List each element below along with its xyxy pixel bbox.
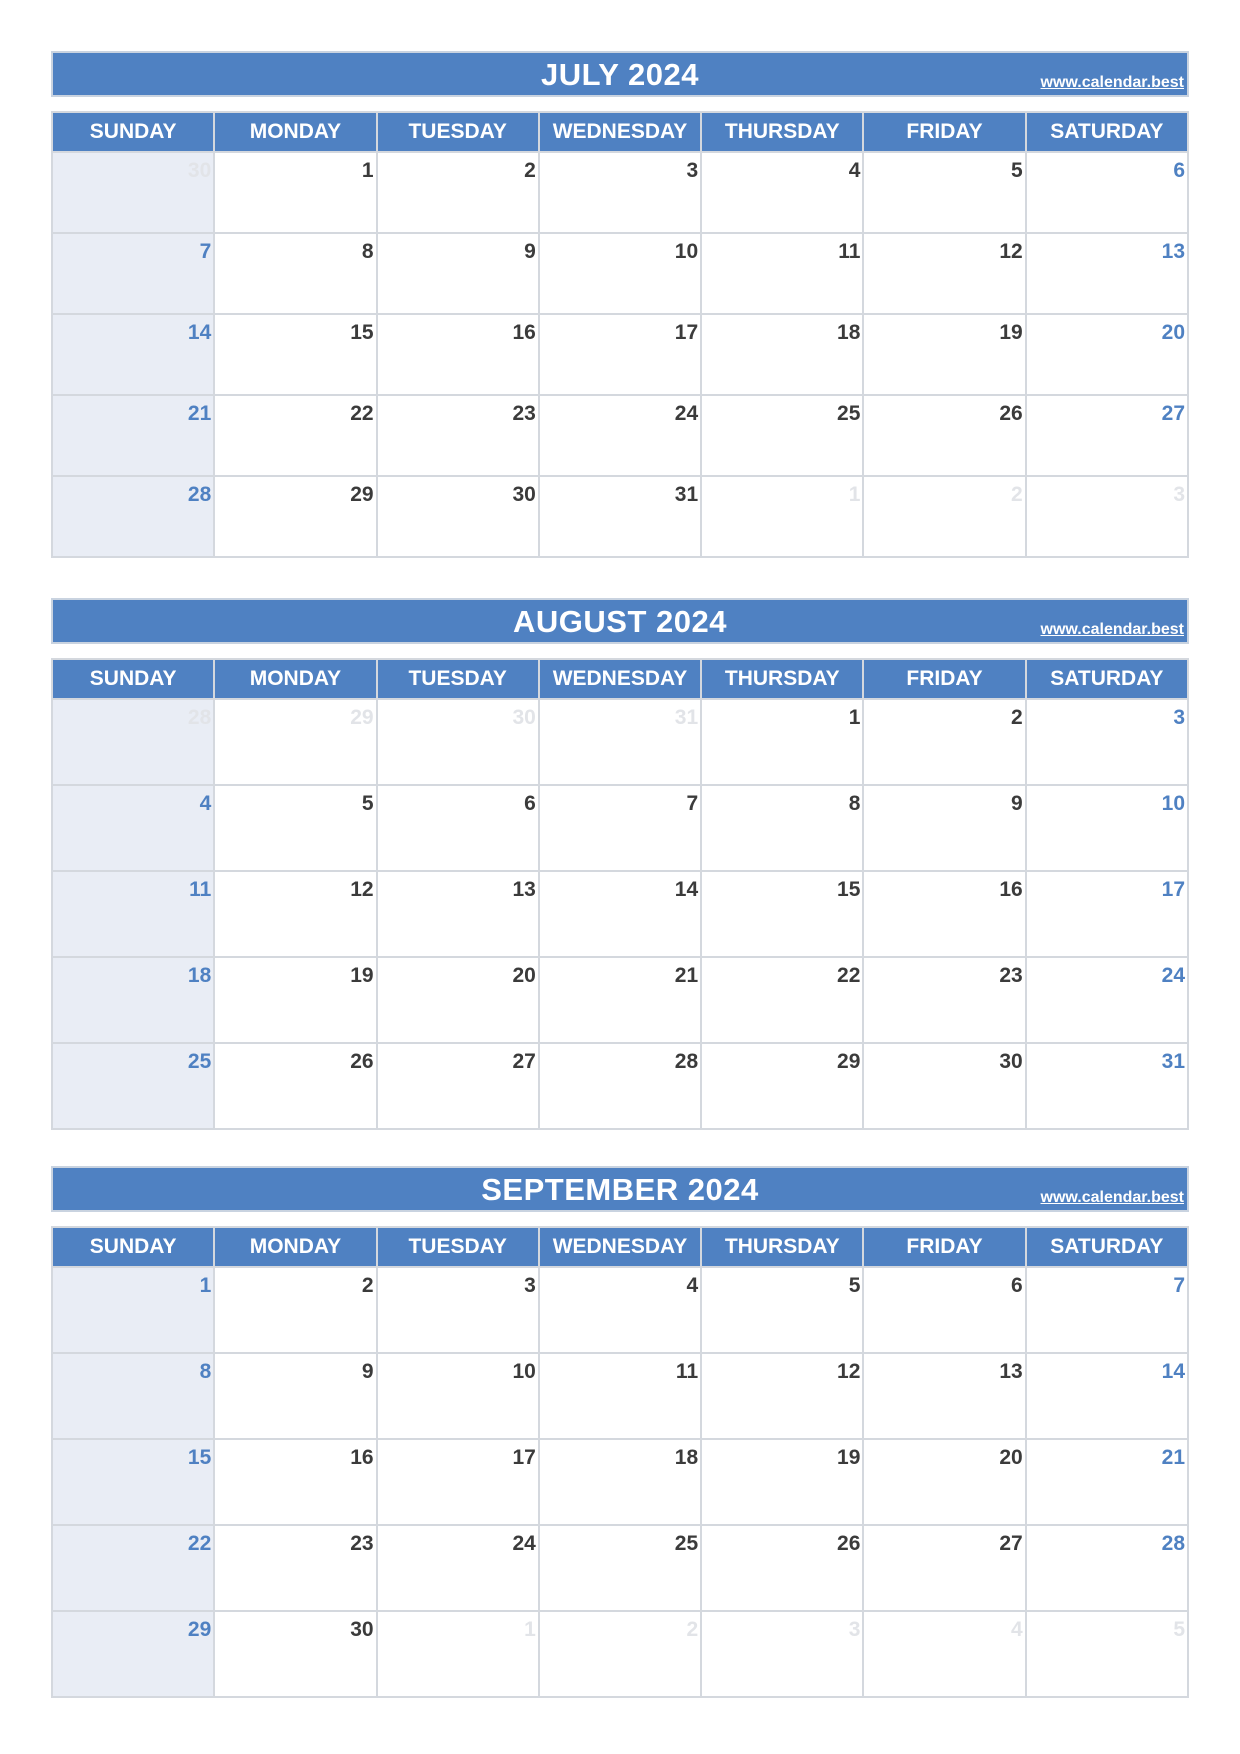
week-row (52, 395, 1188, 476)
day-cell[interactable] (52, 1439, 214, 1525)
day-cell[interactable] (377, 1043, 539, 1129)
day-cell[interactable] (1026, 1525, 1188, 1611)
day-number: 1 (848, 706, 861, 729)
day-cell[interactable] (863, 1525, 1025, 1611)
day-number: 6 (1011, 1274, 1023, 1297)
day-number: 15 (350, 321, 374, 344)
day-cell[interactable] (863, 871, 1025, 957)
month-header (51, 51, 1189, 97)
week-row (52, 476, 1188, 557)
day-cell[interactable] (377, 871, 539, 957)
site-link[interactable]: www.calendar.best (1040, 1189, 1184, 1206)
day-cell[interactable] (214, 699, 376, 785)
weekday-header-thursday: THURSDAY (701, 659, 863, 699)
day-number: 21 (187, 402, 212, 425)
day-cell[interactable] (214, 152, 376, 233)
day-number: 2 (361, 1274, 374, 1297)
day-number: 21 (1161, 1446, 1185, 1469)
calendar-grid (51, 111, 1189, 558)
day-number: 27 (512, 1050, 536, 1073)
month-august-2024 (51, 598, 1189, 1130)
day-cell[interactable] (701, 233, 863, 314)
day-cell[interactable] (1026, 314, 1188, 395)
weekday-header-saturday: SATURDAY (1026, 1227, 1188, 1267)
day-number: 3 (1173, 483, 1185, 506)
day-number: 1 (361, 159, 374, 182)
day-number: 17 (674, 321, 699, 344)
day-cell[interactable] (701, 1043, 863, 1129)
day-cell[interactable] (701, 1439, 863, 1525)
weekday-header-friday: FRIDAY (863, 112, 1025, 152)
day-cell[interactable] (1026, 957, 1188, 1043)
day-number: 29 (837, 1050, 861, 1073)
day-cell[interactable] (377, 1353, 539, 1439)
day-number: 25 (837, 402, 861, 425)
day-number: 3 (848, 1618, 861, 1641)
day-number: 23 (512, 402, 536, 425)
day-number: 28 (674, 1050, 699, 1073)
day-cell[interactable] (52, 395, 214, 476)
day-cell[interactable] (539, 1043, 701, 1129)
day-number: 29 (350, 706, 374, 729)
day-number: 11 (189, 878, 212, 901)
day-number: 19 (837, 1446, 861, 1469)
day-number: 2 (1011, 706, 1023, 729)
day-number: 1 (524, 1618, 536, 1641)
weekday-header-sunday: SUNDAY (52, 1227, 214, 1267)
day-cell[interactable] (863, 1611, 1025, 1697)
day-number: 31 (674, 706, 699, 729)
day-number: 26 (837, 1532, 861, 1555)
day-number: 2 (524, 159, 536, 182)
day-cell[interactable] (1026, 476, 1188, 557)
day-number: 16 (512, 321, 536, 344)
week-row (52, 1353, 1188, 1439)
day-number: 19 (999, 321, 1023, 344)
day-cell[interactable] (863, 785, 1025, 871)
day-cell[interactable] (214, 957, 376, 1043)
day-cell[interactable] (863, 699, 1025, 785)
day-cell[interactable] (214, 1525, 376, 1611)
day-number: 14 (1161, 1360, 1185, 1383)
weekday-header-monday: MONDAY (214, 112, 376, 152)
day-number: 5 (1011, 159, 1023, 182)
weekday-header-row (52, 1227, 1188, 1267)
day-cell[interactable] (539, 785, 701, 871)
day-number: 29 (187, 1618, 212, 1641)
day-cell[interactable] (539, 233, 701, 314)
month-title: AUGUST 2024 (513, 604, 727, 639)
day-number: 20 (512, 964, 536, 987)
day-number: 24 (512, 1532, 536, 1555)
day-number: 18 (187, 964, 212, 987)
weekday-header-saturday: SATURDAY (1026, 659, 1188, 699)
day-cell[interactable] (1026, 785, 1188, 871)
day-cell[interactable] (52, 476, 214, 557)
day-cell[interactable] (214, 1439, 376, 1525)
day-number: 15 (837, 878, 861, 901)
week-row (52, 314, 1188, 395)
day-number: 24 (674, 402, 699, 425)
day-number: 13 (999, 1360, 1023, 1383)
day-number: 19 (350, 964, 374, 987)
weekday-header-thursday: THURSDAY (701, 1227, 863, 1267)
weekday-header-wednesday: WEDNESDAY (539, 1227, 701, 1267)
day-number: 31 (674, 483, 699, 506)
day-cell[interactable] (539, 1525, 701, 1611)
day-cell[interactable] (52, 1267, 214, 1353)
month-title: JULY 2024 (541, 57, 699, 92)
day-number: 11 (838, 240, 861, 263)
day-cell[interactable] (214, 233, 376, 314)
day-cell[interactable] (214, 1353, 376, 1439)
day-number: 30 (350, 1618, 374, 1641)
day-number: 28 (187, 483, 212, 506)
day-number: 9 (1011, 792, 1023, 815)
day-number: 6 (524, 792, 536, 815)
day-cell[interactable] (1026, 233, 1188, 314)
day-number: 14 (674, 878, 699, 901)
day-cell[interactable] (1026, 871, 1188, 957)
day-number: 16 (350, 1446, 374, 1469)
weekday-header-thursday: THURSDAY (701, 112, 863, 152)
day-cell[interactable] (539, 476, 701, 557)
day-cell[interactable] (1026, 152, 1188, 233)
day-cell[interactable] (863, 314, 1025, 395)
day-cell[interactable] (377, 476, 539, 557)
day-number: 5 (1173, 1618, 1185, 1641)
day-number: 30 (999, 1050, 1023, 1073)
weekday-header-tuesday: TUESDAY (377, 1227, 539, 1267)
month-header (51, 598, 1189, 644)
week-row (52, 1267, 1188, 1353)
calendar-grid (51, 1226, 1189, 1698)
day-number: 7 (1173, 1274, 1185, 1297)
day-number: 30 (512, 706, 536, 729)
day-number: 20 (1161, 321, 1185, 344)
day-number: 9 (361, 1360, 374, 1383)
day-cell[interactable] (52, 314, 214, 395)
day-cell[interactable] (52, 785, 214, 871)
day-cell[interactable] (863, 395, 1025, 476)
day-cell[interactable] (863, 1439, 1025, 1525)
day-number: 2 (686, 1618, 699, 1641)
month-header (51, 1166, 1189, 1212)
day-cell[interactable] (52, 871, 214, 957)
weekday-header-monday: MONDAY (214, 1227, 376, 1267)
day-number: 8 (361, 240, 374, 263)
day-number: 26 (999, 402, 1023, 425)
weekday-header-saturday: SATURDAY (1026, 112, 1188, 152)
month-title: SEPTEMBER 2024 (481, 1172, 759, 1207)
day-cell[interactable] (52, 1353, 214, 1439)
day-cell[interactable] (863, 1043, 1025, 1129)
day-cell[interactable] (214, 395, 376, 476)
weekday-header-wednesday: WEDNESDAY (539, 659, 701, 699)
day-cell[interactable] (52, 233, 214, 314)
day-cell[interactable] (539, 1353, 701, 1439)
day-cell[interactable] (863, 1353, 1025, 1439)
day-number: 22 (187, 1532, 212, 1555)
day-cell[interactable] (539, 1439, 701, 1525)
day-cell[interactable] (539, 957, 701, 1043)
day-cell[interactable] (1026, 1267, 1188, 1353)
weekday-header-monday: MONDAY (214, 659, 376, 699)
day-number: 14 (187, 321, 212, 344)
day-cell[interactable] (377, 395, 539, 476)
day-cell[interactable] (701, 395, 863, 476)
day-number: 4 (1011, 1618, 1023, 1641)
day-number: 22 (350, 402, 374, 425)
day-cell[interactable] (701, 1267, 863, 1353)
day-number: 23 (999, 964, 1023, 987)
weekday-header-tuesday: TUESDAY (377, 659, 539, 699)
day-number: 5 (848, 1274, 861, 1297)
week-row (52, 871, 1188, 957)
day-cell[interactable] (52, 699, 214, 785)
day-number: 24 (1161, 964, 1185, 987)
day-number: 27 (1161, 402, 1185, 425)
day-cell[interactable] (214, 871, 376, 957)
day-cell[interactable] (539, 871, 701, 957)
day-number: 12 (999, 240, 1023, 263)
day-cell[interactable] (539, 1267, 701, 1353)
day-number: 2 (1011, 483, 1023, 506)
day-cell[interactable] (701, 699, 863, 785)
day-number: 28 (187, 706, 212, 729)
weekday-header-friday: FRIDAY (863, 1227, 1025, 1267)
day-number: 29 (350, 483, 374, 506)
day-cell[interactable] (214, 1043, 376, 1129)
day-cell[interactable] (214, 785, 376, 871)
day-cell[interactable] (52, 957, 214, 1043)
day-number: 20 (999, 1446, 1023, 1469)
day-cell[interactable] (52, 152, 214, 233)
day-number: 27 (999, 1532, 1023, 1555)
day-cell[interactable] (1026, 1353, 1188, 1439)
day-cell[interactable] (377, 785, 539, 871)
day-number: 1 (848, 483, 861, 506)
day-cell[interactable] (214, 1611, 376, 1697)
day-cell[interactable] (52, 1525, 214, 1611)
week-row (52, 699, 1188, 785)
day-cell[interactable] (52, 1611, 214, 1697)
day-cell[interactable] (539, 699, 701, 785)
day-cell[interactable] (701, 871, 863, 957)
day-number: 3 (524, 1274, 536, 1297)
day-cell[interactable] (377, 699, 539, 785)
day-cell[interactable] (214, 476, 376, 557)
site-link[interactable]: www.calendar.best (1040, 74, 1184, 91)
week-row (52, 152, 1188, 233)
day-number: 13 (1161, 240, 1185, 263)
day-number: 13 (512, 878, 536, 901)
day-number: 7 (686, 792, 699, 815)
day-number: 8 (199, 1360, 212, 1383)
day-number: 7 (199, 240, 212, 263)
weekday-header-wednesday: WEDNESDAY (539, 112, 701, 152)
day-number: 21 (674, 964, 699, 987)
day-cell[interactable] (539, 314, 701, 395)
day-cell[interactable] (539, 152, 701, 233)
day-cell[interactable] (863, 1267, 1025, 1353)
day-number: 30 (512, 483, 536, 506)
weekday-header-sunday: SUNDAY (52, 659, 214, 699)
day-cell[interactable] (214, 1267, 376, 1353)
day-number: 31 (1161, 1050, 1185, 1073)
day-cell[interactable] (701, 957, 863, 1043)
day-number: 4 (199, 792, 212, 815)
day-number: 3 (686, 159, 699, 182)
day-cell[interactable] (863, 476, 1025, 557)
day-number: 5 (361, 792, 374, 815)
day-number: 1 (199, 1274, 212, 1297)
day-cell[interactable] (1026, 1043, 1188, 1129)
day-cell[interactable] (701, 152, 863, 233)
day-number: 12 (837, 1360, 861, 1383)
day-number: 25 (187, 1050, 212, 1073)
calendar-body (52, 152, 1188, 557)
weekday-header-tuesday: TUESDAY (377, 112, 539, 152)
week-row (52, 1043, 1188, 1129)
day-number: 4 (686, 1274, 699, 1297)
weekday-header-sunday: SUNDAY (52, 112, 214, 152)
day-cell[interactable] (1026, 1439, 1188, 1525)
day-cell[interactable] (1026, 699, 1188, 785)
day-number: 4 (848, 159, 861, 182)
day-cell[interactable] (377, 233, 539, 314)
day-cell[interactable] (863, 957, 1025, 1043)
day-cell[interactable] (863, 152, 1025, 233)
day-cell[interactable] (1026, 395, 1188, 476)
week-row (52, 1611, 1188, 1697)
day-number: 17 (512, 1446, 536, 1469)
day-number: 18 (837, 321, 861, 344)
week-row (52, 957, 1188, 1043)
day-cell[interactable] (539, 1611, 701, 1697)
day-number: 12 (350, 878, 374, 901)
day-cell[interactable] (1026, 1611, 1188, 1697)
day-cell[interactable] (701, 785, 863, 871)
day-number: 26 (350, 1050, 374, 1073)
day-number: 28 (1161, 1532, 1185, 1555)
week-row (52, 1525, 1188, 1611)
day-cell[interactable] (377, 1525, 539, 1611)
day-number: 10 (674, 240, 699, 263)
day-cell[interactable] (701, 1611, 863, 1697)
day-cell[interactable] (701, 1525, 863, 1611)
day-number: 17 (1161, 878, 1185, 901)
day-cell[interactable] (701, 1353, 863, 1439)
day-cell[interactable] (701, 314, 863, 395)
day-number: 23 (350, 1532, 374, 1555)
month-september-2024 (51, 1166, 1189, 1698)
day-number: 18 (674, 1446, 699, 1469)
day-number: 22 (837, 964, 861, 987)
week-row (52, 1439, 1188, 1525)
day-cell[interactable] (377, 152, 539, 233)
day-number: 15 (187, 1446, 212, 1469)
day-cell[interactable] (377, 1611, 539, 1697)
day-number: 9 (524, 240, 536, 263)
day-cell[interactable] (377, 314, 539, 395)
calendar-body (52, 1267, 1188, 1697)
day-number: 25 (674, 1532, 699, 1555)
day-cell[interactable] (52, 1043, 214, 1129)
day-number: 3 (1173, 706, 1185, 729)
day-number: 10 (1161, 792, 1185, 815)
calendar-body (52, 699, 1188, 1129)
day-cell[interactable] (377, 1267, 539, 1353)
weekday-header-row (52, 659, 1188, 699)
day-number: 10 (512, 1360, 536, 1383)
day-number: 16 (999, 878, 1023, 901)
week-row (52, 785, 1188, 871)
weekday-header-friday: FRIDAY (863, 659, 1025, 699)
day-cell[interactable] (377, 957, 539, 1043)
weekday-header-row (52, 112, 1188, 152)
site-link[interactable]: www.calendar.best (1040, 621, 1184, 638)
day-cell[interactable] (539, 395, 701, 476)
day-cell[interactable] (863, 233, 1025, 314)
calendar-grid (51, 658, 1189, 1130)
day-cell[interactable] (214, 314, 376, 395)
day-number: 8 (848, 792, 861, 815)
month-july-2024 (51, 51, 1189, 558)
day-cell[interactable] (377, 1439, 539, 1525)
day-number: 30 (187, 159, 212, 182)
day-number: 11 (675, 1360, 699, 1383)
day-number: 6 (1173, 159, 1185, 182)
day-cell[interactable] (701, 476, 863, 557)
week-row (52, 233, 1188, 314)
